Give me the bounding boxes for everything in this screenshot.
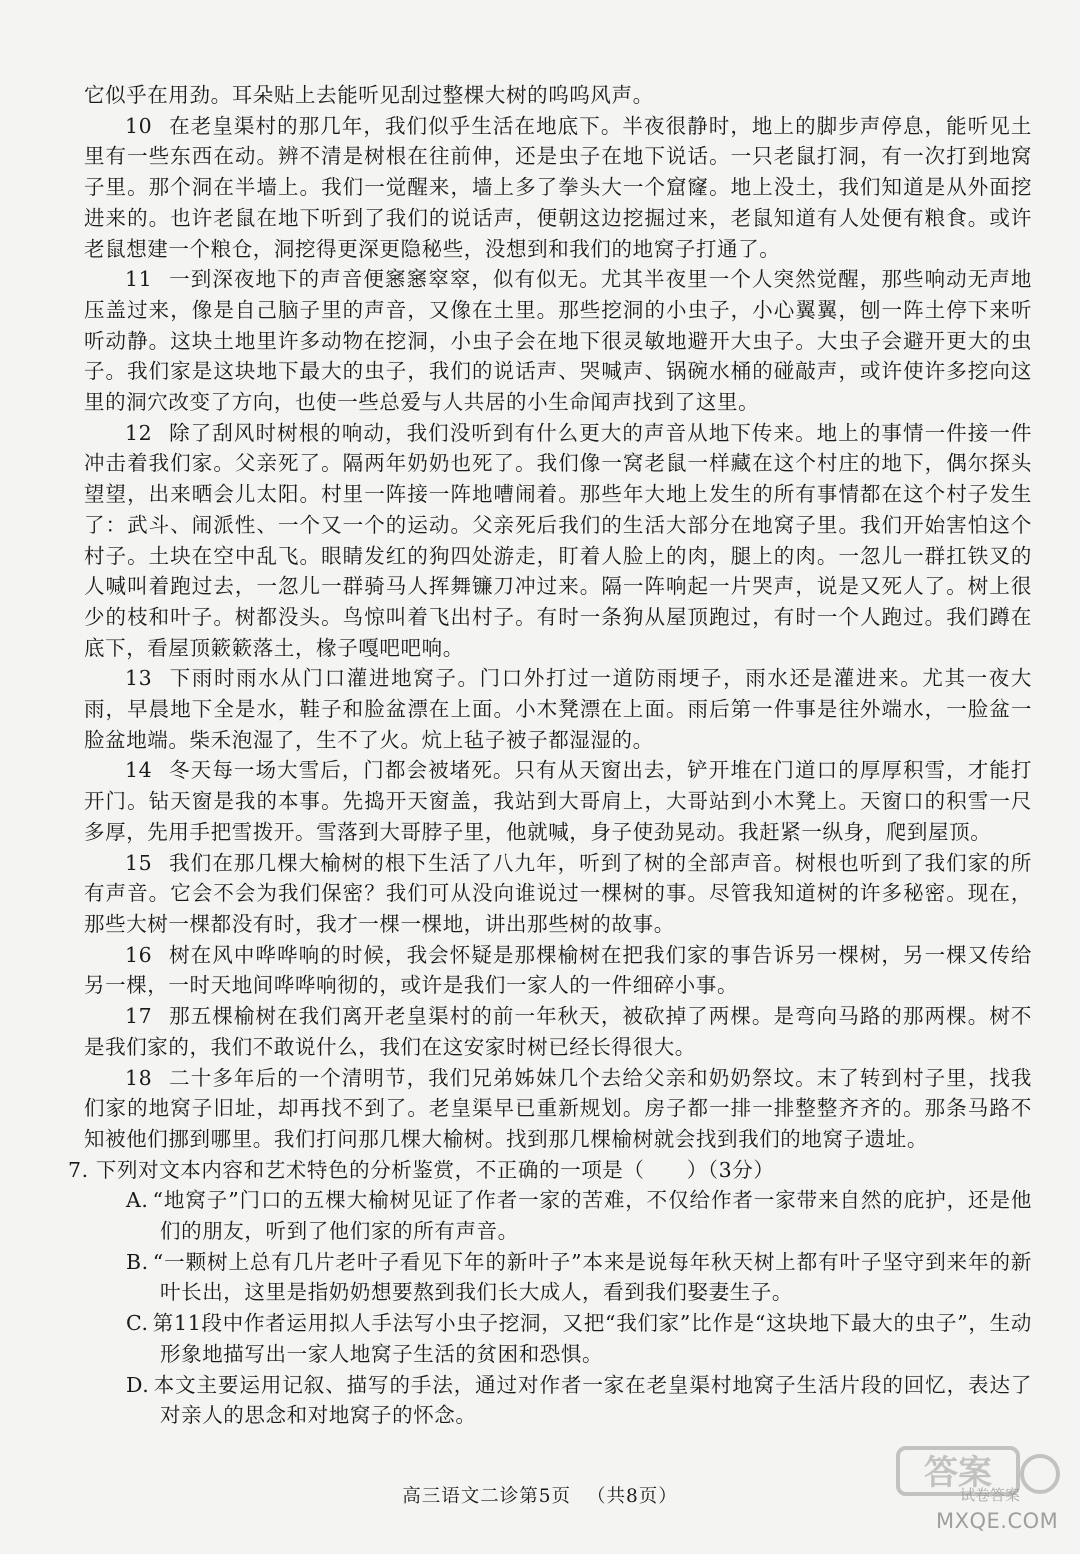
question-text: 下列对文本内容和艺术特色的分析鉴赏，不正确的一项是（ ）（3分） [95, 1157, 775, 1182]
watermark-url: MXQE.COM [936, 1509, 1059, 1533]
option-c [84, 1308, 1032, 1369]
paragraph-text: 树在风中哗哗响的时候，我会怀疑是那棵榆树在把我们家的事告诉另一棵树，另一棵又传给另一棵，一时天地间哗哗响彻的，或许是我们一家人的一件细碎小事。 [84, 942, 1032, 998]
paragraph-10 [84, 111, 1032, 265]
paragraph-18 [84, 1063, 1032, 1155]
footer-page-label: 高三语文二诊第5页 [402, 1486, 571, 1507]
paragraph-number: 18 [125, 1065, 153, 1090]
paragraph-number: 11 [125, 267, 153, 292]
paragraph-15 [84, 848, 1032, 940]
question-number: 7. [68, 1157, 89, 1182]
paragraph-number: 17 [125, 1004, 153, 1029]
question-7-stem [68, 1155, 1032, 1186]
option-text: “地窝子”门口的五棵大榆树见证了作者一家的苦难，不仅给作者一家带来自然的庇护，还是他们的朋友，听到了他们家的所有声音。 [152, 1188, 1032, 1244]
paragraph-number: 10 [125, 113, 153, 138]
paragraph-16 [84, 940, 1032, 1001]
paragraph-number: 16 [125, 942, 153, 967]
option-b [84, 1247, 1032, 1308]
paragraph-text: 它似乎在用劲。耳朵贴上去能听见刮过整棵大树的呜呜风声。 [84, 83, 654, 107]
paragraph-continued [84, 80, 1032, 111]
paragraph-11 [84, 264, 1032, 418]
option-text: 本文主要运用记叙、描写的手法，通过对作者一家在老皇渠村地窝子生活片段的回忆，表达了对亲人的思念和对地窝子的怀念。 [153, 1372, 1032, 1428]
paragraph-text: 在老皇渠村的那几年，我们似乎生活在地底下。半夜很静时，地上的脚步声停息，能听见土里有一些东西在动。辨不清是树根在往前伸，还是虫子在地下说话。一只老鼠打洞，有一次打到地窝子里。那个洞在半墙上。我们一觉醒来，墙上多了拳头大一个窟窿。地上没土，我们知道是从外面挖进来的。也许老鼠在地下听到了我们的说话声，便朝这边挖掘过来，老鼠知道有人处便有粮食。或许老鼠想建一个粮仓，洞挖得更深更隐秘些，没想到和我们的地窝子打通了。 [84, 113, 1032, 261]
option-letter: B. [126, 1249, 149, 1274]
paragraph-text: 除了刮风时树根的响动，我们没听到有什么更大的声音从地下传来。地上的事情一件接一件冲击着我们家。父亲死了。隔两年奶奶也死了。我们像一窝老鼠一样藏在这个村庄的地下，偶尔探头望望，出来晒会儿太阳。村里一阵接一阵地嘈闹着。那些年大地上发生的所有事情都在这个村子发生了：武斗、闹派性、一个又一个的运动。父亲死后我们的生活大部分在地窝子里。我们开始害怕这个村子。土块在空中乱飞。眼睛发红的狗四处游走，盯着人脸上的肉，腿上的肉。一忽儿一群扛铁叉的人喊叫着跑过去，一忽儿一群骑马人挥舞镰刀冲过来。隔一阵响起一片哭声，说是又死人了。树上很少的枝和叶子。树都没头。鸟惊叫着飞出村子。有时一条狗从屋顶跑过，有时一个人跑过。我们蹲在底下，看屋顶簌簌落土，椽子嘎吧吧响。 [84, 420, 1032, 660]
paragraph-13 [84, 663, 1032, 755]
paragraph-number: 13 [125, 666, 153, 691]
paragraph-number: 15 [125, 850, 153, 875]
footer-total-pages: （共8页） [587, 1486, 678, 1507]
article-body [68, 80, 1032, 1431]
paragraph-17 [84, 1001, 1032, 1062]
paragraph-text: 下雨时雨水从门口灌进地窝子。门口外打过一道防雨埂子，雨水还是灌进来。尤其一夜大雨，早晨地下全是水，鞋子和脸盆漂在上面。小木凳漂在上面。雨后第一件事是往外端水，一脸盆一脸盆地端。柴禾泡湿了，生不了火。炕上毡子被子都湿湿的。 [84, 666, 1032, 752]
paragraph-text: 冬天每一场大雪后，门都会被堵死。只有从天窗出去，铲开堆在门道口的厚厚积雪，才能打开门。钻天窗是我的本事。先捣开天窗盖，我站到大哥肩上，大哥站到小木凳上。天窗口的积雪一尺多厚，先用手把雪拨开。雪落到大哥脖子里，他就喊，身子使劲晃动。我赶紧一纵身，爬到屋顶。 [84, 758, 1032, 844]
option-letter: C. [126, 1311, 149, 1336]
paragraph-text: 那五棵榆树在我们离开老皇渠村的前一年秋天，被砍掉了两棵。是弯向马路的那两棵。树不是我们家的，我们不敢说什么，我们在这安家时树已经长得很大。 [84, 1004, 1032, 1059]
paragraph-number: 14 [125, 758, 153, 783]
paragraph-number: 12 [125, 420, 153, 445]
paragraph-text: 一到深夜地下的声音便窸窸窣窣，似有似无。尤其半夜里一个人突然觉醒，那些响动无声地压盖过来，像是自己脑子里的声音，又像在土里。那些挖洞的小虫子，小心翼翼，刨一阵土停下来听听动静。这块土地里许多动物在挖洞，小虫子会在地下很灵敏地避开大虫子。大虫子会避开更大的虫子。我们家是这块地下最大的虫子，我们的说话声、哭喊声、锅碗水桶的碰敲声，或许使许多挖向这里的洞穴改变了方向，也使一些总爱与人共居的小生命闻声找到了这里。 [84, 267, 1032, 415]
paragraph-12 [84, 418, 1032, 664]
paragraph-14 [84, 755, 1032, 847]
option-letter: D. [126, 1372, 150, 1397]
option-d [84, 1370, 1032, 1431]
watermark-logo-text: 答案 [924, 1453, 992, 1493]
paragraph-text: 二十多年后的一个清明节，我们兄弟姊妹几个去给父亲和奶奶祭坟。末了转到村子里，找我们家的地窝子旧址，却再找不到了。老皇渠早已重新规划。房子都一排一排整整齐齐的。那条马路不知被他们挪到哪里。我们打问那几棵大榆树。找到那几棵榆树就会找到我们的地窝子遗址。 [84, 1065, 1032, 1151]
watermark-subtext: 试卷答案 [960, 1486, 1021, 1504]
option-a [84, 1185, 1032, 1246]
option-text: “一颗树上总有几片老叶子看见下年的新叶子”本来是说每年秋天树上都有叶子坚守到来年的新叶长出，这里是指奶奶想要熬到我们长大成人，看到我们娶妻生子。 [152, 1249, 1032, 1305]
option-text: 第11段中作者运用拟人手法写小虫子挖洞，又把“我们家”比作是“这块地下最大的虫子”，生动形象地描写出一家人地窝子生活的贫困和恐惧。 [152, 1311, 1032, 1366]
paragraph-text: 我们在那几棵大榆树的根下生活了八九年，听到了树的全部声音。树根也听到了我们家的所有声音。它会不会为我们保密？我们可从没向谁说过一棵树的事。尽管我知道树的许多秘密。现在，那些大树一棵都没有时，我才一棵一棵地，讲出那些树的故事。 [84, 850, 1032, 936]
option-letter: A. [126, 1188, 149, 1213]
